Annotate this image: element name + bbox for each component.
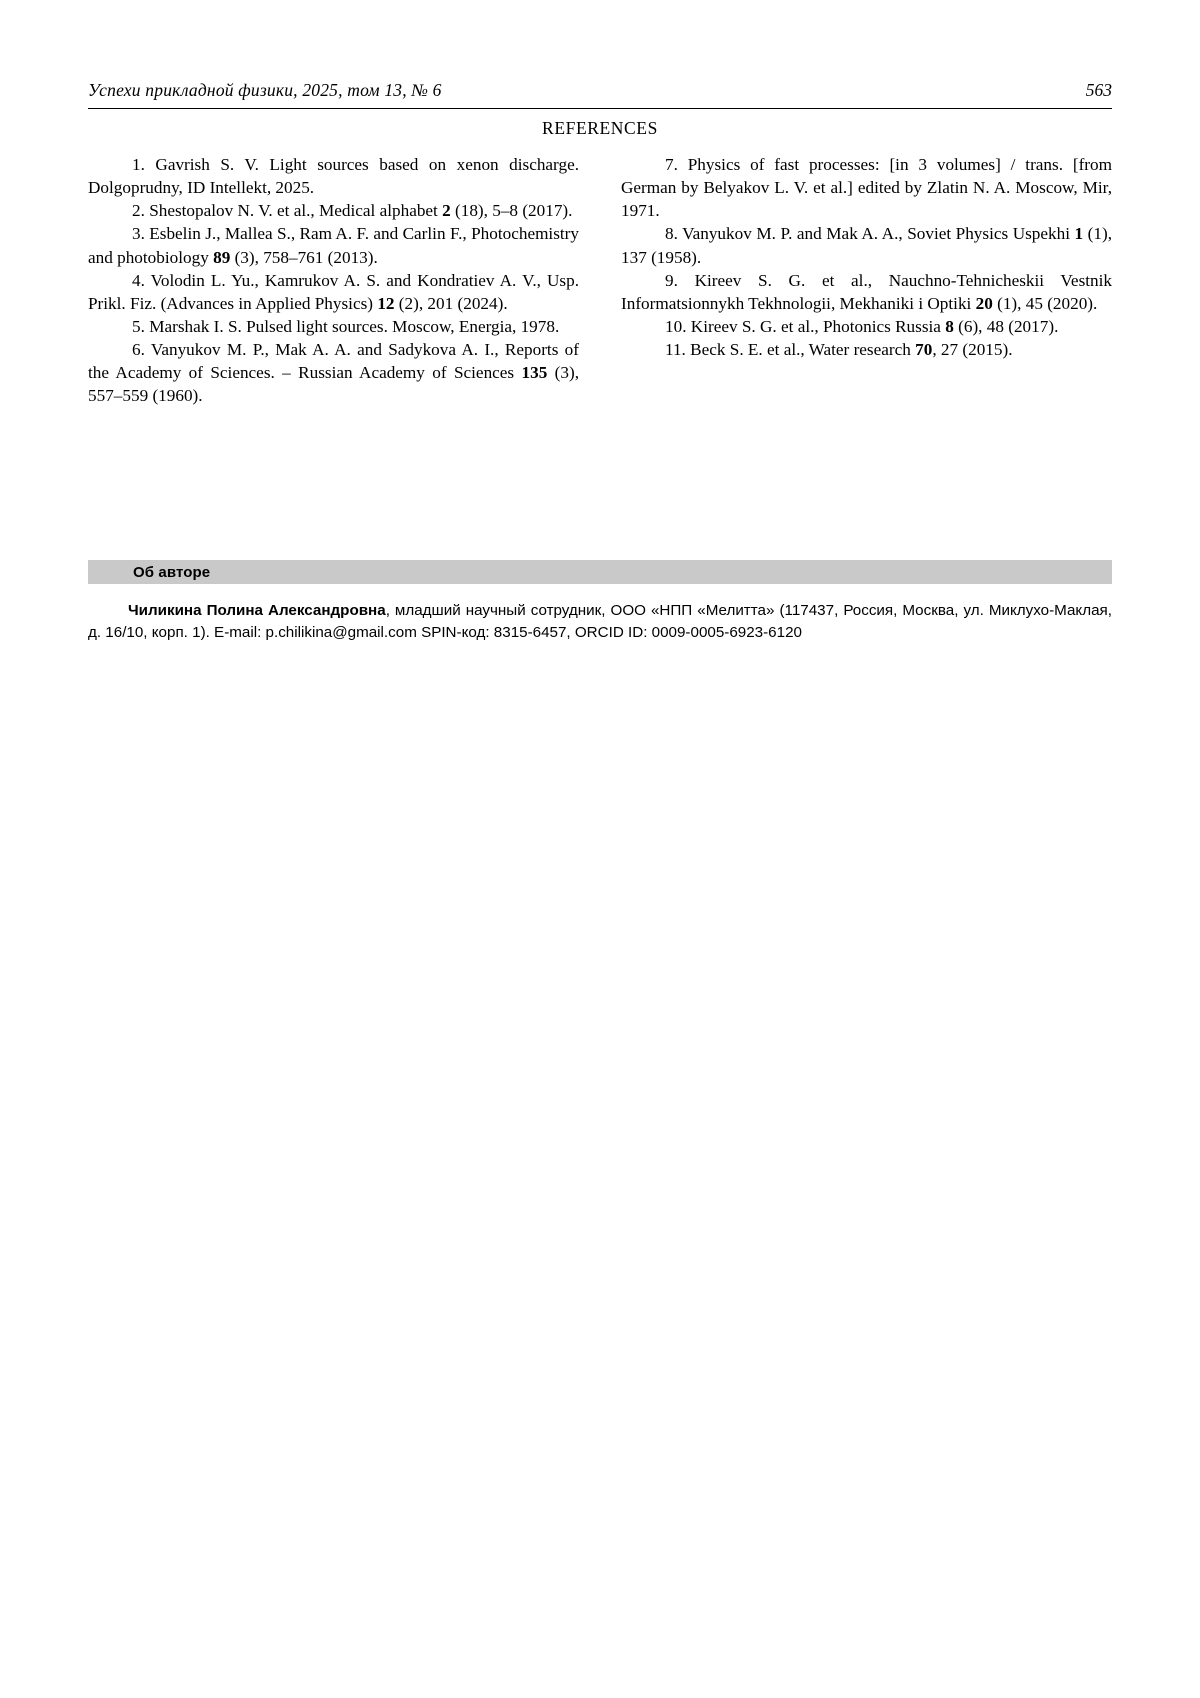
about-author-label: Об авторе [133, 563, 211, 581]
references-left-column [88, 153, 579, 407]
page-content [88, 80, 1112, 407]
references-right-column [621, 153, 1112, 407]
reference-item: 11. Beck S. E. et al., Water research 70, 27 (2015). [665, 340, 1013, 359]
author-affiliation: , младший научный сотрудник, ООО «НПП «Мелитта» (117437, Россия, Москва, ул. Миклухо-Маклая, д. 16/10, корп. 1). E-mail: p.chilikina@gmail.com SPIN-код: 8315-6457, ORCID ID: 0009-0005-6923-6120 [88, 602, 1112, 642]
about-author-band [88, 560, 1112, 584]
author-name: Чиликина Полина Александровна [128, 602, 386, 619]
reference-item: 9. Kireev S. G. et al., Nauchno-Tehnicheskii Vestnik Informatsionnykh Tekhnologii, Mekhaniki i Optiki 20 (1), 45 (2020). [621, 270, 1112, 313]
reference-item: 1. Gavrish S. V. Light sources based on xenon discharge. Dolgoprudny, ID Intellekt, 2025. [88, 155, 579, 198]
reference-item: 3. Esbelin J., Mallea S., Ram A. F. and Carlin F., Photochemistry and photobiology 89 (3), 758–761 (2013). [88, 224, 579, 267]
reference-item: 4. Volodin L. Yu., Kamrukov A. S. and Kondratiev A. V., Usp. Prikl. Fiz. (Advances in Applied Physics) 12 (2), 201 (2024). [88, 270, 579, 313]
reference-item: 6. Vanyukov M. P., Mak A. A. and Sadykova A. I., Reports of the Academy of Sciences. – Russian Academy of Sciences 135 (3), 557–559 (1960). [88, 340, 580, 406]
reference-item: 10. Kireev S. G. et al., Photonics Russia 8 (6), 48 (2017). [665, 316, 1059, 336]
journal-title: Успехи прикладной физики, 2025, том 13, № 6 [88, 80, 442, 100]
about-author-text [88, 600, 1112, 644]
reference-item: 2. Shestopalov N. V. et al., Medical alphabet 2 (18), 5–8 (2017). [132, 201, 573, 221]
reference-item: 5. Marshak I. S. Pulsed light sources. Moscow, Energia, 1978. [132, 316, 560, 336]
references-heading: REFERENCES [542, 118, 658, 138]
reference-item: 7. Physics of fast processes: [in 3 volumes] / trans. [from German by Belyakov L. V. et al.] edited by Zlatin N. A. Moscow, Mir, 1971. [621, 155, 1112, 221]
page-number: 563 [1085, 80, 1112, 100]
running-head [88, 80, 1112, 108]
reference-item: 8. Vanyukov M. P. and Mak A. A., Soviet Physics Uspekhi 1 (1), 137 (1958). [621, 224, 1112, 267]
header-rule [88, 108, 1112, 109]
references-columns [88, 153, 1112, 407]
